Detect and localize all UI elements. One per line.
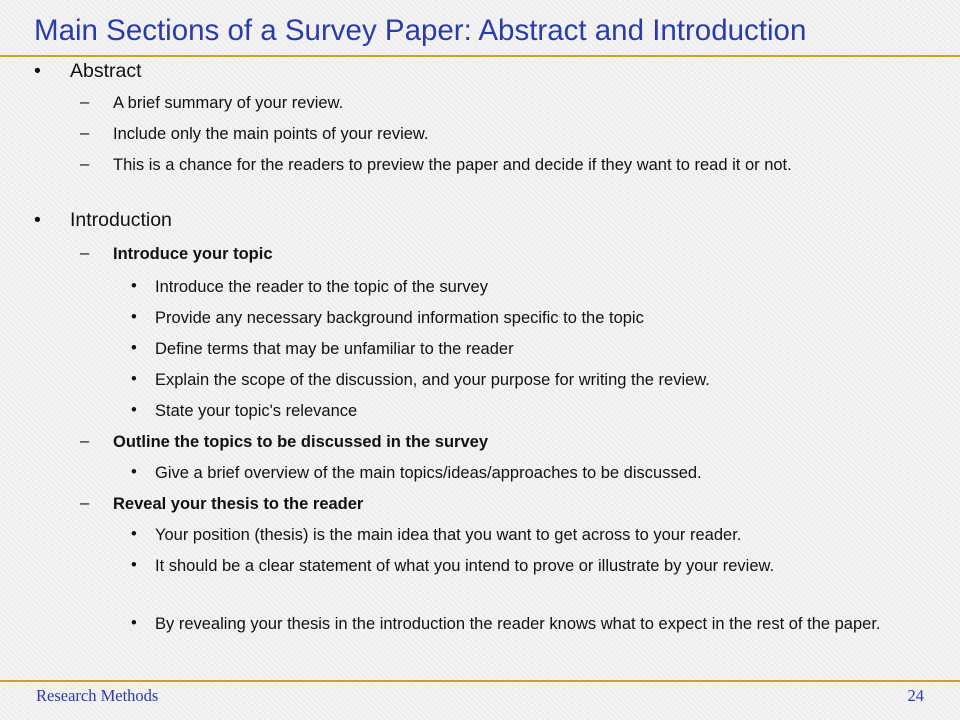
outline-subitem: Your position (thesis) is the main idea that you want to get across to your reader.: [155, 526, 742, 544]
section-bullet: •: [34, 209, 41, 231]
item-dash: –: [80, 93, 90, 111]
section-bullet: •: [34, 60, 41, 82]
item-dash: –: [80, 244, 90, 262]
outline-item: Outline the topics to be discussed in the survey: [113, 433, 488, 451]
subitem-bullet: •: [131, 339, 137, 357]
outline-item: Reveal your thesis to the reader: [113, 495, 364, 513]
outline-subitem: Define terms that may be unfamiliar to the reader: [155, 340, 514, 358]
slide-body: [0, 60, 960, 672]
outline-subitem: It should be a clear statement of what you intend to prove or illustrate by your review.: [155, 557, 775, 575]
footer-course-name: Research Methods: [36, 686, 159, 705]
subitem-bullet: •: [131, 463, 137, 481]
section-heading-introduction: Introduction: [70, 209, 172, 231]
subitem-bullet: •: [131, 277, 137, 295]
item-dash: –: [80, 494, 90, 512]
item-dash: –: [80, 124, 90, 142]
footer-divider: [0, 680, 960, 682]
subitem-bullet: •: [131, 525, 137, 543]
outline-item: A brief summary of your review.: [113, 94, 344, 112]
outline-item: Introduce your topic: [113, 245, 273, 263]
outline-subitem: By revealing your thesis in the introduction the reader knows what to expect in the rest of the paper.: [155, 615, 881, 633]
outline-subitem: Provide any necessary background information specific to the topic: [155, 309, 644, 327]
subitem-bullet: •: [131, 401, 137, 419]
outline-subitem: State your topic's relevance: [155, 402, 358, 420]
outline-subitem: Introduce the reader to the topic of the survey: [155, 278, 488, 296]
subitem-bullet: •: [131, 556, 137, 574]
slide-title: Main Sections of a Survey Paper: Abstract and Introduction: [34, 14, 807, 47]
subitem-bullet: •: [131, 614, 137, 632]
outline-subitem: Give a brief overview of the main topics/ideas/approaches to be discussed.: [155, 464, 702, 482]
title-divider: [0, 55, 960, 57]
footer-page-number: 24: [907, 686, 924, 705]
section-heading-abstract: Abstract: [70, 60, 142, 82]
subitem-bullet: •: [131, 370, 137, 388]
outline-subitem: Explain the scope of the discussion, and your purpose for writing the review.: [155, 371, 710, 389]
outline-item: Include only the main points of your review.: [113, 125, 429, 143]
item-dash: –: [80, 155, 90, 173]
subitem-bullet: •: [131, 308, 137, 326]
item-dash: –: [80, 432, 90, 450]
outline-item: This is a chance for the readers to preview the paper and decide if they want to read it or not.: [113, 156, 792, 174]
